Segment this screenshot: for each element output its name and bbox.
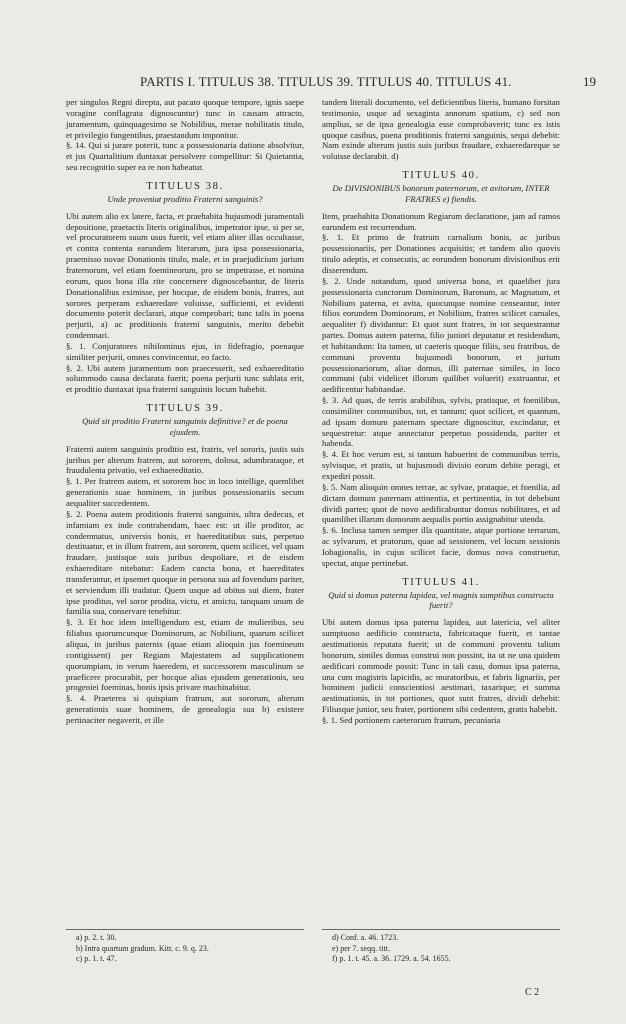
paragraph: §. 14. Qui si jurare poterit, tunc a possessionaria datione absolvitur, et jus Quartalitium duntaxat persolvere compellitur: Si Quietantia, seu recognitio super ea re non habeatur. [66,140,304,173]
paragraph: §. 1. Conjuratores nihilominus ejus, in fidefragio, poenaque similiter perjurii, omnes convincentur, eo facto. [66,340,304,362]
title-subheading: Quid si domus paterna lapidea, vel magnis sumptibus constructa fuerit? [328,589,554,611]
signature-mark: C 2 [525,987,540,998]
footnote: e) per 7. seqq. titt. [332,943,390,953]
title-heading: TITULUS 39. [146,403,224,415]
paragraph: Ubi autem domus ipsa paterna lapidea, aut latericia, vel aliter sumptuoso aedificio constructa, fabricataque fuerit, et tantae aestimationis reputata fuerit; ut de communi proventu talium bonorum, similes domus construi non possint, ita ut ne una quidem aedificari commode possit: Tunc in tali casu, domus ipsa paterna, una cum magistris lapicidis, ac muratoribus, et fabris lignariis, per hominem judicii conscientiosi aestimari, taxarique; et summa aestimationis, in tot portiones, quot sunt fratres, dividi debebit: Filiusque junior, seu frater, portionem sibi cedentem, gratis habebit. [322,617,560,715]
paragraph: per singulos Regni direpta, aut pacato quoque tempore, ignis saepe voragine conflagrata dignoscuntur) tunc in causam attracto, juramentum, quinquagesimo se Nobilibus, merae nobilitatis titulo, et privilegio fungentibus, praestandum imponitur. [66,97,304,140]
title-subheading: Quid sit proditio Fraterni sanguinis definitive? et de poena ejusdem. [82,416,288,437]
paragraph: Ubi autem alio ex latere, facta, et praehabita hujusmodi juramentali depositione, praetactis literis originalibus, impetrator ipse, si per se, vel procuratorem suum usus fuerit, vel etiam aliter illas occultasse, et contra contenta earundem literarum, jura ipsa possessionaria, praemisso novae Donationis titulo, male, et in praejudicium jurium fraternorum, vel etiam foemineorum, pro se impetrasse, et nomina eorum, quos bona illa rite concernere dignoscebantur, de literis Donationalibus eximisse, per hocque, de eisdem bonis, fratres, aut sorores perperam exhaeredare voluisse, sufficienti, et evidenti documento poterit declarari, atque comprobari; tunc talis in poena perjurii, a) ac proditionis fraterni sanguinis, merito debebit condemnari. [66,210,304,341]
footnote: d) Conf. a. 46. 1723. [332,933,399,942]
footnotes-left [66,929,304,965]
title-subheading: Unde proveniat proditio Fraterni sanguinis? [107,193,263,204]
paragraph: §. 3. Et hoc idem intelligendum est, etiam de mulieribus, seu filiabus quorumcunque Dominorum, ac Nobilium, quarum scilicet aliqua, in juribus paternis (quae etiam alioquin jus foemineum contigissent) per Regiam Majestatem ad supplicationem quorumpiam, in verum haeredem, et successorem masculinum se praeficere procurabit, per hocque alias ejusdem generationis, seu progeniei foeminas, bonis ipsis privare machinabitur. [66,617,304,693]
title-subheading: De DIVISIONIBUS bonorum paternorum, et avitorum, INTER FRATRES e) fiendis. [332,183,550,204]
paragraph: §. 5. Nam alioquin omnes terrae, ac sylvae, prataque, et foenilia, ad dictam domum paternam attinentia, et pertinentia, in tot debebunt dividi partes; quot de novo aedificabuntur domus nobilitares, et ad quamlibet illarum domorum aequalis portio assignabitur utenda. [322,481,560,525]
title-heading: TITULUS 41. [402,576,480,588]
paragraph: §. 1. Per fratrem autem, et sororem hoc in loco intellige, quemlibet generationis suae hominem, in juribus possessionariis secum aequaliter succedentem. [66,476,304,508]
paragraph: §. 1. Et primo de fratrum carnalium bonis, ac juribus possessionariis, per Donationes acquisitis; et tandem alio quovis titulo adeptis, et consecutis, ac eorundem bonorum divisionibus erit disserendum. [322,232,560,275]
paragraph: §. 2. Poena autem proditionis fraterni sanguinis, ultra dedecus, et infamiam ex inde contrahendam, haec est: ut ille proditor, ac condemnatus, universis bonis, et haereditatibus suis, perpetuo destituatur, et in illum fratrem, aut sororem, quem scilicet, vel quam fraudare, justisque suis juribus despoliare, et de eisdem exhaereditare nitebatur: Eadem cuncta bona, et haereditates transferantur, et ipsemet quoque in persona sua ad fovendum pariter, et serviendum illi tradatur. Quem usque ad obitus sui diem, frater ipse proditus, vel soror prodita, victu, et amictu, tanquam unum de familia sua, conservare tenebitur. [66,508,304,617]
footnote: b) Intra quartum gradum. Kitt. c. 9. q. 23. [76,943,209,953]
running-title: PARTIS I. TITULUS 38. TITULUS 39. TITULUS 40. TITULUS 41. [140,74,512,89]
right-text-column [322,97,560,726]
paragraph: §. 2. Unde notandum, quod universa bona, et quaelibet jura possessionaria cunctorum Dominorum, Baronum, ac Magnatum, et Nobilium paterna, et avita, quocunque nomine censeantur, inter filios eorundem Dominorum, et Nobilium, fratres scilicet carnales, aequaliter f) dividantur: Et quot sunt fratres, in tot sequestrantur partes. Domus autem paterna, filio juniori deputatur et residendum, et habitandum: Ita tamen, ut caeteris quoque filiis, seu fratribus, de communi proventu hujusmodi bonorum, et jurium possessionariorum, aliae domus, illi paternae similes, in loco communi (ubi videlicet illorum quilibet voluerit) exstruantur, et aedificentur habitandae. [322,275,560,395]
page-number: 19 [583,74,596,89]
paragraph: tandem literali documento, vel deficientibus literis, humano forsitan testimonio, usque ad sexaginta annorum spatium, c) sed non amplius, se de ipsa genealogia esse comprobaverit; tunc ex istis quoque casibus, poena proditionis fraterni sanguinis, sequi debebit: Nam exinde alterum justis suis juribus fraudare, exhaeredareque se voluisse declarabit. d) [322,97,560,162]
footnotes-right [322,929,560,965]
footnote: f) p. 1. t. 45. a. 36. 1729. a. 54. 1655. [332,954,451,963]
paragraph: §. 1. Sed portionem caeterorum fratrum, pecuniaria [322,714,501,725]
left-text-column [66,97,304,726]
paragraph: Fraterni autem sanguinis proditio est, fratris, vel sororis, justis suis juribus per alterum fratrem, aut sororem, dolosa, adumbrataque, et fraudulenta privatio, vel exhaereditatio. [66,443,304,476]
running-head [120,74,596,92]
paragraph: §. 3. Ad quas, de terris arabilibus, sylvis, pratisque, et foenilibus, consimiliter communibus, tot, et tantum; quot scilicet, et quantum, ad ipsam domum paternam spectare dignoscitur, excindatur, et sequestretur: atque annectatur perpetuo possidenda, pariter et habenda. [322,395,560,449]
footnote: a) p. 2. t. 30. [76,933,117,942]
paragraph: §. 2. Ubi autem juramentum non praecesserit, sed exhaereditatio solummodo causa declarata fuerit; poena perjurii tunc sublata erit, et proditio duntaxat ipsa fraterni sanguinis locum habebit. [66,362,304,395]
paragraph: §. 4. Et hoc verum est, si tantum habuerint de communibus terris, sylvisque, et pratis, ut hujusmodi divisio eorum debite peragi, et expediri possit. [322,449,560,481]
paragraph: §. 6. Inclusa tamen semper illa quantitate, atque portione terrarum, ac sylvarum, et pratorum, quae ad sessionem, vel locum sessionis Iobagionalis, in cujus scilicet facie, domus nova construetur, spectat, atque pertinebat. [322,525,560,568]
paragraph: Item, praehabita Donationum Regiarum declaratione, jam ad ramos earundem est recurrendum. [322,210,560,232]
title-heading: TITULUS 38. [146,180,224,192]
footnote: c) p. 1. t. 47. [76,954,117,963]
paragraph: §. 4. Praeterea si quispiam fratrum, aut sororum, alterum generationis suae hominem, de genealogia sua b) existere pertinaciter negaverit, et ille [66,693,304,725]
title-heading: TITULUS 40. [402,170,480,182]
